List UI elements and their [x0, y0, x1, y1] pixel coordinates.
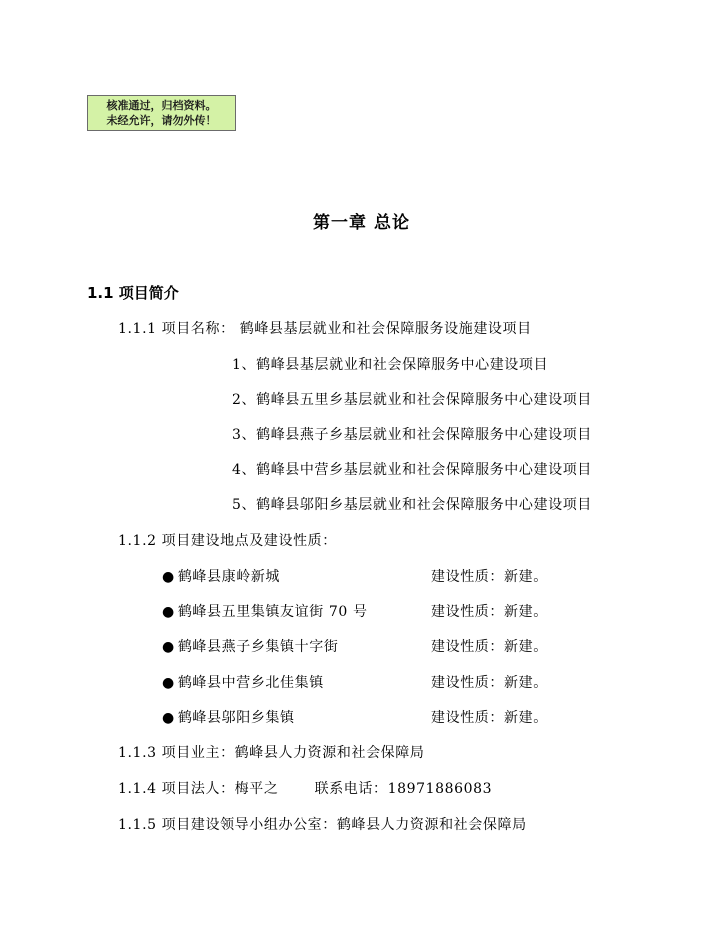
project-item-3: 3、鹤峰县燕子乡基层就业和社会保障服务中心建设项目: [232, 427, 592, 443]
bullet-icon: ●: [162, 604, 175, 620]
location-nature-3: 建设性质：新建。: [431, 639, 548, 655]
bullet-icon: ●: [162, 710, 175, 726]
contact-phone: 联系电话：18971886083: [314, 781, 493, 797]
location-nature-2: 建设性质：新建。: [431, 604, 548, 620]
location-nature-4: 建设性质：新建。: [431, 675, 548, 691]
location-item-5: [162, 707, 295, 727]
owner-line: 1.1.3 项目业主：鹤峰县人力资源和社会保障局: [118, 745, 425, 761]
project-item-1: 1、鹤峰县基层就业和社会保障服务中心建设项目: [232, 357, 549, 373]
bullet-icon: ●: [162, 569, 175, 585]
location-nature-1: 建设性质：新建。: [431, 569, 548, 585]
project-item-2: 2、鹤峰县五里乡基层就业和社会保障服务中心建设项目: [232, 392, 592, 408]
location-place: 鹤峰县邬阳乡集镇: [177, 710, 295, 726]
location-place: 鹤峰县康岭新城: [177, 569, 281, 585]
project-item-5: 5、鹤峰县邬阳乡基层就业和社会保障服务中心建设项目: [232, 497, 592, 513]
location-place: 鹤峰县燕子乡集镇十字街: [177, 639, 339, 655]
chapter-title: 第一章 总论: [313, 213, 410, 233]
legal-line: [118, 778, 492, 798]
project-name-value: 鹤峰县基层就业和社会保障服务设施建设项目: [239, 321, 532, 337]
location-place: 鹤峰县中营乡北佳集镇: [177, 675, 324, 691]
archive-stamp: [87, 95, 236, 131]
legal-person: 1.1.4 项目法人：梅平之: [118, 781, 279, 797]
location-item-1: [162, 566, 280, 586]
location-item-4: [162, 672, 324, 692]
project-item-4: 4、鹤峰县中营乡基层就业和社会保障服务中心建设项目: [232, 462, 592, 478]
section-title: 1.1 项目简介: [87, 284, 179, 302]
project-name-line: [118, 318, 532, 338]
stamp-line-1: 核准通过，归档资料。: [106, 99, 217, 112]
location-item-2: [162, 601, 368, 621]
location-place: 鹤峰县五里集镇友谊街 70 号: [177, 604, 368, 620]
stamp-line-2: 未经允许，请勿外传！: [106, 114, 217, 127]
location-nature-5: 建设性质：新建。: [431, 710, 548, 726]
project-name-label: 1.1.1 项目名称：: [118, 321, 235, 337]
location-item-3: [162, 636, 338, 656]
office-line: 1.1.5 项目建设领导小组办公室：鹤峰县人力资源和社会保障局: [118, 817, 527, 833]
locations-label: 1.1.2 项目建设地点及建设性质：: [118, 533, 337, 549]
bullet-icon: ●: [162, 675, 175, 691]
bullet-icon: ●: [162, 639, 175, 655]
